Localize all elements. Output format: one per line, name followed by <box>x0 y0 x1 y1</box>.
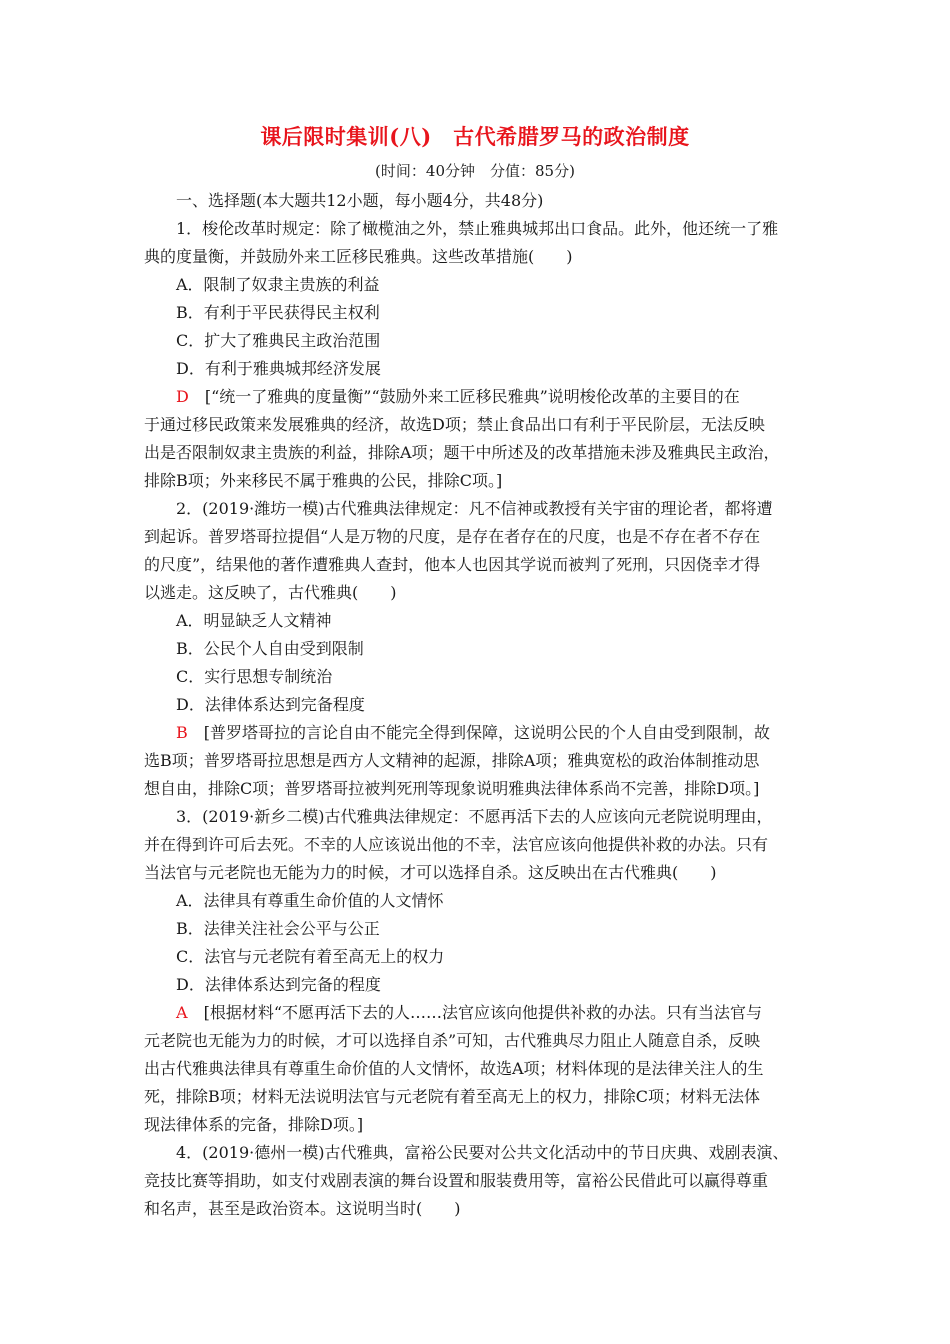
q4-stem-line: 4．(2019·德州一模)古代雅典，富裕公民要对公共文化活动中的节日庆典、戏剧表演、 <box>176 1143 789 1162</box>
q3-explanation-line: 出古代雅典法律具有尊重生命价值的人文情怀，故选A项；材料体现的是法律关注人的生 <box>144 1059 764 1078</box>
q4-stem-line: 和名声，甚至是政治资本。这说明当时( ) <box>144 1199 461 1218</box>
q1-option-c: C．扩大了雅典民主政治范围 <box>176 331 381 350</box>
q2-explanation-line: B [普罗塔哥拉的言论自由不能完全得到保障，这说明公民的个人自由受到限制，故 <box>176 723 771 742</box>
q3-stem-line: 当法官与元老院也无能为力的时候，才可以选择自杀。这反映出在古代雅典( ) <box>144 863 717 882</box>
q3-explanation-line: A [根据材料“不愿再活下去的人……法官应该向他提供补救的办法。只有当法官与 <box>176 1003 763 1022</box>
q1-explanation-line: D [“统一了雅典的度量衡”“鼓励外来工匠移民雅典”说明梭伦改革的主要目的在 <box>176 387 740 406</box>
q2-option-d: D．法律体系达到完备程度 <box>176 695 365 714</box>
time-score-info: (时间：40分钟 分值：85分) <box>375 162 575 180</box>
q2-stem-line: 的尺度”，结果他的著作遭雅典人查封，他本人也因其学说而被判了死刑，只因侥幸才得 <box>144 555 761 574</box>
q2-option-c: C．实行思想专制统治 <box>176 667 333 686</box>
q2-option-b: B．公民个人自由受到限制 <box>176 639 364 658</box>
q1-explanation-line: 出是否限制奴隶主贵族的利益，排除A项；题干中所述及的改革措施未涉及雅典民主政治， <box>144 443 780 462</box>
q3-stem-line: 3．(2019·新乡二模)古代雅典法律规定：不愿再活下去的人应该向元老院说明理由， <box>176 807 773 826</box>
q3-explanation-line: 元老院也无能为力的时候，才可以选择自杀”可知，古代雅典尽力阻止人随意自杀，反映 <box>144 1031 761 1050</box>
section-heading: 一、选择题(本大题共12小题，每小题4分，共48分) <box>176 191 544 210</box>
q2-stem-line: 2．(2019·潍坊一模)古代雅典法律规定：凡不信神或教授有关宇宙的理论者，都将遭 <box>176 499 773 518</box>
q3-answer: A <box>176 1003 188 1022</box>
q2-stem-line: 以逃走。这反映了，古代雅典( ) <box>144 583 397 602</box>
q1-stem-line: 典的度量衡，并鼓励外来工匠移民雅典。这些改革措施( ) <box>144 247 573 266</box>
q1-option-a: A．限制了奴隶主贵族的利益 <box>176 275 380 294</box>
q1-stem-line: 1．梭伦改革时规定：除了橄榄油之外，禁止雅典城邦出口食品。此外，他还统一了雅 <box>176 219 779 238</box>
q1-option-d: D．有利于雅典城邦经济发展 <box>176 359 381 378</box>
q3-explanation-line: 死，排除B项；材料无法说明法官与元老院有着至高无上的权力，排除C项；材料无法体 <box>144 1087 761 1106</box>
q1-option-b: B．有利于平民获得民主权利 <box>176 303 380 322</box>
q3-stem-line: 并在得到许可后去死。不幸的人应该说出他的不幸，法官应该向他提供补救的办法。只有 <box>144 835 769 854</box>
q2-explanation-line: 选B项；普罗塔哥拉思想是西方人文精神的起源，排除A项；雅典宽松的政治体制推动思 <box>144 751 760 770</box>
page-title: 课后限时集训(八) 古代希腊罗马的政治制度 <box>260 124 690 149</box>
q2-explanation-line: 想自由，排除C项；普罗塔哥拉被判死刑等现象说明雅典法律体系尚不完善，排除D项。] <box>144 779 760 798</box>
q2-answer: B <box>176 723 188 742</box>
q3-explanation-line: 现法律体系的完备，排除D项。] <box>144 1115 364 1134</box>
q2-option-a: A．明显缺乏人文精神 <box>176 611 332 630</box>
q4-stem-line: 竞技比赛等捐助，如支付戏剧表演的舞台设置和服装费用等，富裕公民借此可以赢得尊重 <box>144 1171 769 1190</box>
q3-option-c: C．法官与元老院有着至高无上的权力 <box>176 947 445 966</box>
q3-option-d: D．法律体系达到完备的程度 <box>176 975 381 994</box>
q1-explanation-line: 于通过移民政策来发展雅典的经济，故选D项；禁止食品出口有利于平民阶层，无法反映 <box>144 415 765 434</box>
q3-option-a: A．法律具有尊重生命价值的人文情怀 <box>176 891 444 910</box>
q2-stem-line: 到起诉。普罗塔哥拉提倡“人是万物的尺度，是存在者存在的尺度，也是不存在者不存在 <box>144 527 761 546</box>
q3-option-b: B．法律关注社会公平与公正 <box>176 919 380 938</box>
q1-explanation-line: 排除B项；外来移民不属于雅典的公民，排除C项。] <box>144 471 503 490</box>
q1-answer: D <box>176 387 189 406</box>
